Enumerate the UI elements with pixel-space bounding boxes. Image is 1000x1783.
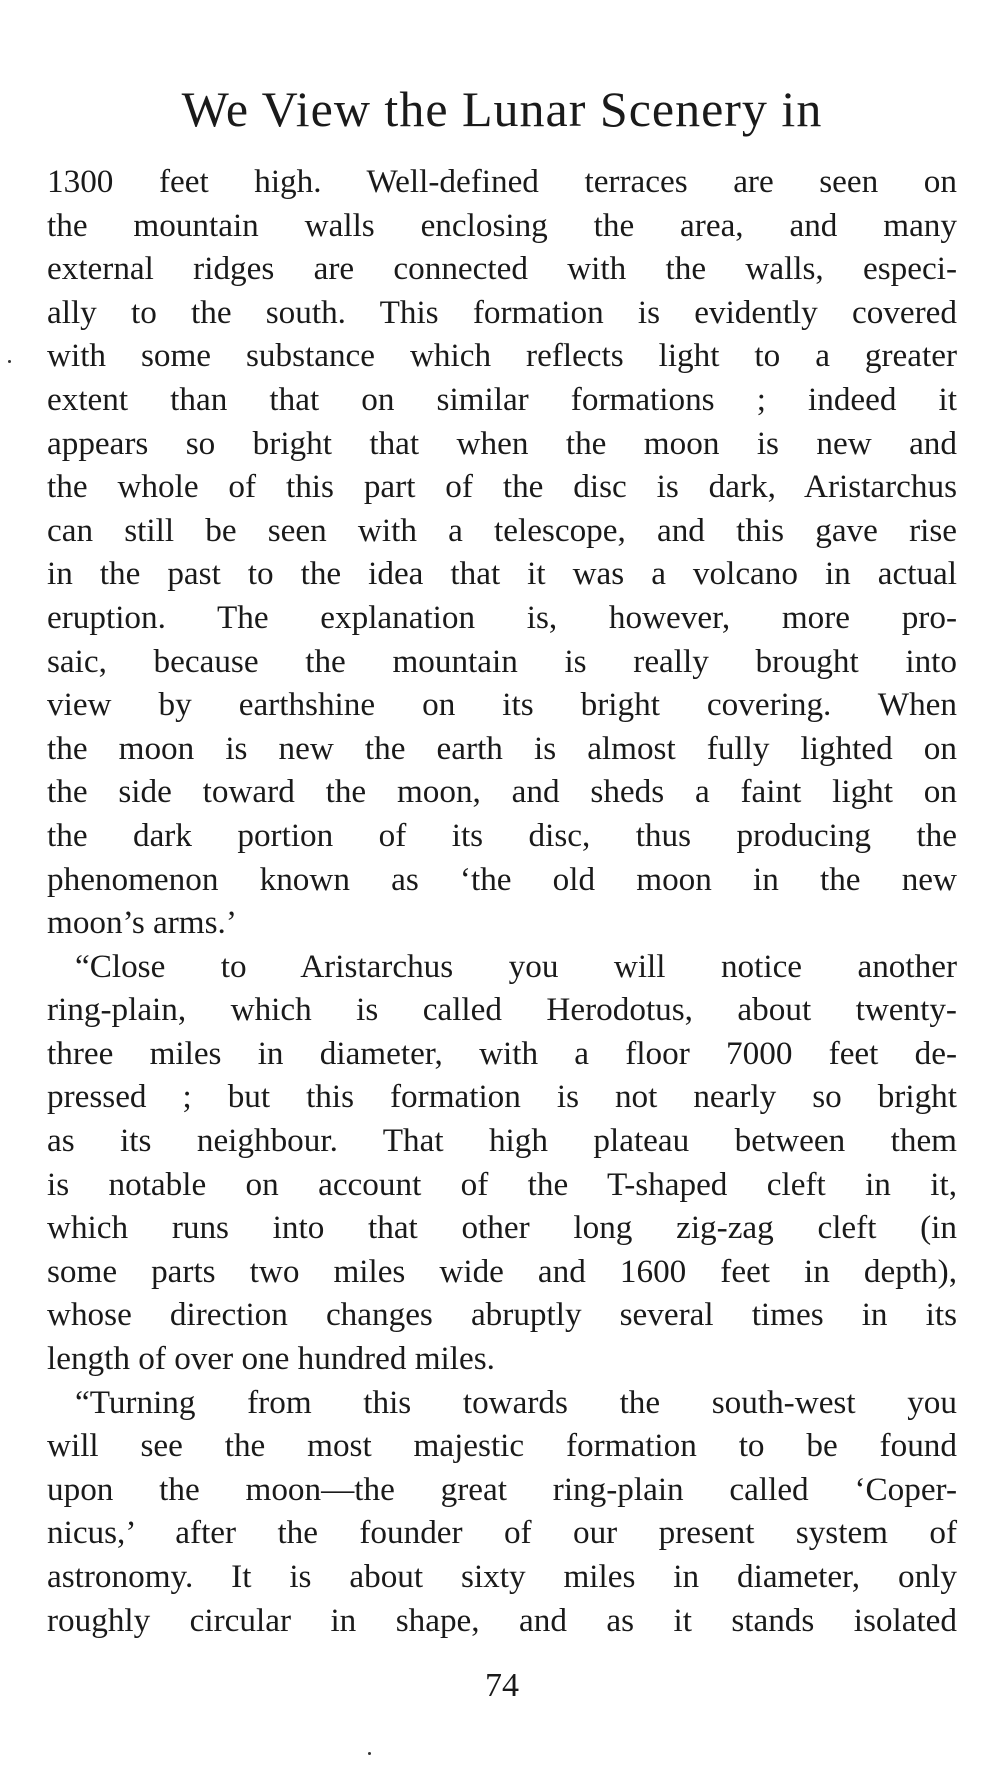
text-line: ally to the south. This formation is evidently covered: [47, 293, 957, 331]
text-line: external ridges are connected with the walls, especi-: [47, 250, 957, 288]
print-speck: [368, 1752, 371, 1755]
text-line: can still be seen with a telescope, and this gave rise: [47, 511, 957, 549]
text-line: length of over one hundred miles.: [47, 1340, 495, 1378]
text-line: the side toward the moon, and sheds a faint light on: [47, 773, 957, 811]
text-line: nicus,’ after the founder of our present system of: [47, 1514, 957, 1552]
text-line: “Close to Aristarchus you will notice another: [75, 947, 957, 985]
text-line: extent than that on similar formations ; indeed it: [47, 380, 957, 418]
text-line: ring-plain, which is called Herodotus, about twenty-: [47, 991, 957, 1029]
text-line: “Turning from this towards the south-west you: [75, 1383, 957, 1421]
text-line: will see the most majestic formation to be found: [47, 1427, 957, 1465]
text-line: the mountain walls enclosing the area, and many: [47, 206, 957, 244]
text-line: the moon is new the earth is almost fully lighted on: [47, 729, 957, 767]
running-head: We View the Lunar Scenery in: [181, 81, 823, 137]
text-line: the dark portion of its disc, thus producing the: [47, 816, 957, 854]
text-line: which runs into that other long zig-zag cleft (in: [47, 1209, 957, 1247]
text-line: phenomenon known as ‘the old moon in the new: [47, 860, 957, 898]
text-line: upon the moon—the great ring-plain called ‘Coper-: [47, 1470, 957, 1508]
text-line: whose direction changes abruptly several times in its: [47, 1296, 957, 1334]
text-line: three miles in diameter, with a floor 7000 feet de-: [47, 1034, 957, 1072]
print-speck: [8, 360, 11, 363]
text-line: roughly circular in shape, and as it stands isolated: [47, 1601, 957, 1639]
text-line: with some substance which reflects light to a greater: [47, 337, 957, 375]
text-line: astronomy. It is about sixty miles in diameter, only: [47, 1558, 957, 1595]
text-line: is notable on account of the T-shaped cleft in it,: [47, 1165, 957, 1203]
text-line: appears so bright that when the moon is new and: [47, 424, 957, 462]
text-line: eruption. The explanation is, however, more pro-: [47, 598, 957, 636]
text-line: view by earthshine on its bright covering. When: [47, 686, 957, 724]
paragraph-3: [47, 1381, 957, 1643]
text-line: moon’s arms.’: [47, 904, 237, 942]
page-number: 74: [485, 1667, 519, 1704]
text-line: saic, because the mountain is really brought into: [47, 642, 957, 680]
text-line: 1300 feet high. Well-defined terraces are seen on: [47, 163, 957, 200]
paragraph-2: [47, 945, 957, 1381]
text-line: in the past to the idea that it was a volcano in actual: [47, 555, 957, 593]
text-line: some parts two miles wide and 1600 feet in depth),: [47, 1252, 957, 1290]
text-line: as its neighbour. That high plateau between them: [47, 1122, 957, 1160]
text-line: the whole of this part of the disc is dark, Aristarchus: [47, 468, 957, 506]
paragraph-1: [47, 160, 957, 945]
book-page: [47, 0, 957, 1783]
body-text: [47, 160, 957, 1642]
text-line: pressed ; but this formation is not nearly so bright: [47, 1078, 957, 1116]
